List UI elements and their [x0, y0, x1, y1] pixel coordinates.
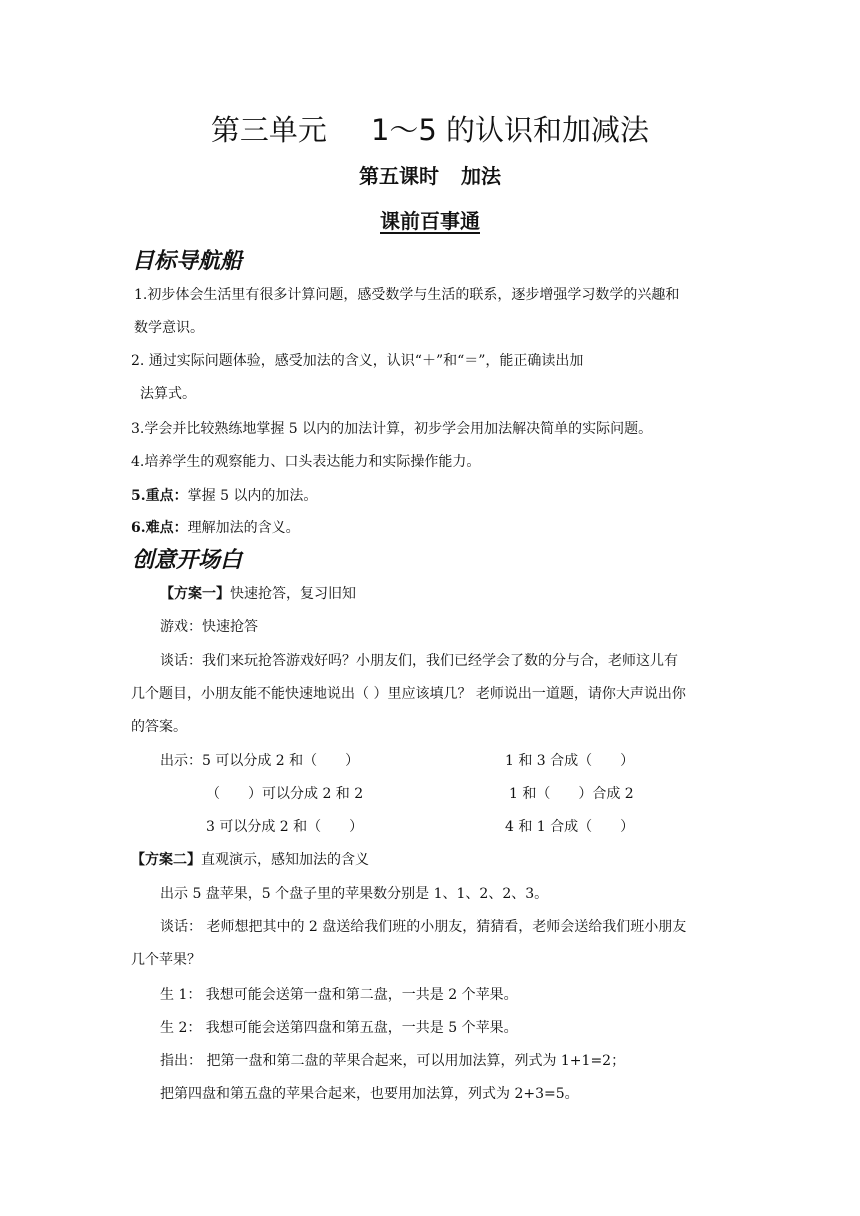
- lesson-subtitle: [0, 160, 860, 189]
- goal-item-6: [131, 518, 300, 538]
- goal-item-1-line1: 1.初步体会生活里有很多计算问题，感受数学与生活的联系，逐步增强学习数学的兴趣和: [134, 287, 680, 303]
- goal-item-5-label: 5.重点：: [131, 488, 188, 504]
- show-left-1: 出示：5 可以分成 2 和（ ）: [160, 753, 360, 769]
- plan-1: [160, 584, 356, 604]
- talk-2-line1: 谈话： 老师想把其中的 2 盘送给我们班的小朋友，猜猜看，老师会送给我们班小朋友: [160, 919, 687, 935]
- goal-item-5-text: 掌握 5 以内的加法。: [187, 488, 318, 504]
- show-apples: 出示 5 盘苹果，5 个盘子里的苹果数分别是 1、1、2、2、3。: [160, 886, 549, 902]
- plan-1-label: 【方案一】: [160, 586, 230, 602]
- goal-item-6-text: 理解加法的含义。: [187, 520, 300, 536]
- unit-title: [0, 108, 860, 149]
- talk-1-line1: 谈话：我们来玩抢答游戏好吗？小朋友们，我们已经学会了数的分与合，老师这儿有: [160, 653, 678, 669]
- goal-item-6-label: 6.难点：: [131, 520, 188, 536]
- show-left-3: 3 可以分成 2 和（ ）: [206, 819, 364, 835]
- point-line2: 把第四盘和第五盘的苹果合起来，也要用加法算，列式为 2+3=5。: [160, 1086, 579, 1102]
- plan-2-label: 【方案二】: [131, 852, 201, 868]
- talk-2-line2: 几个苹果？: [131, 952, 201, 968]
- game-line: 游戏：快速抢答: [160, 619, 258, 635]
- show-right-1: 1 和 3 合成（ ）: [505, 753, 635, 769]
- opening-heading: 创意开场白: [132, 548, 243, 573]
- talk-1-line3: 的答案。: [131, 719, 187, 735]
- unit-title-part1: 第三单元: [210, 113, 327, 147]
- goal-item-2-line1: 2. 通过实际问题体验，感受加法的含义，认识“＋”和“＝”，能正确读出加: [131, 353, 584, 369]
- unit-title-part2: 1～5 的认识和加减法: [370, 113, 650, 147]
- plan-2: [131, 850, 369, 870]
- student-1: 生 1： 我想可能会送第一盘和第二盘，一共是 2 个苹果。: [160, 987, 518, 1003]
- plan-1-text: 快速抢答，复习旧知: [230, 586, 356, 602]
- show-right-3: 4 和 1 合成（ ）: [505, 819, 635, 835]
- talk-1-line2: 几个题目，小朋友能不能快速地说出（ ）里应该填几？ 老师说出一道题，请你大声说出你: [131, 686, 686, 702]
- plan-2-text: 直观演示，感知加法的含义: [201, 852, 369, 868]
- point-line1: 指出： 把第一盘和第二盘的苹果合起来，可以用加法算，列式为 1+1=2；: [160, 1053, 626, 1069]
- lesson-subtitle-part2: 加法: [461, 164, 501, 188]
- goal-item-3: 3.学会并比较熟练地掌握 5 以内的加法计算，初步学会用加法解决简单的实际问题。: [131, 421, 653, 437]
- show-right-2: 1 和（ ）合成 2: [509, 786, 634, 802]
- show-left-2: （ ）可以分成 2 和 2: [206, 786, 364, 802]
- goal-item-1-line2: 数学意识。: [134, 320, 204, 336]
- lesson-subtitle-part1: 第五课时: [359, 164, 439, 188]
- goals-heading: 目标导航船: [132, 249, 243, 274]
- goal-item-5: [131, 486, 317, 506]
- student-2: 生 2： 我想可能会送第四盘和第五盘，一共是 5 个苹果。: [160, 1020, 518, 1036]
- section-title: 课前百事通: [380, 209, 480, 233]
- goal-item-2-line2: 法算式。: [140, 386, 196, 402]
- goal-item-4: 4.培养学生的观察能力、口头表达能力和实际操作能力。: [131, 454, 481, 470]
